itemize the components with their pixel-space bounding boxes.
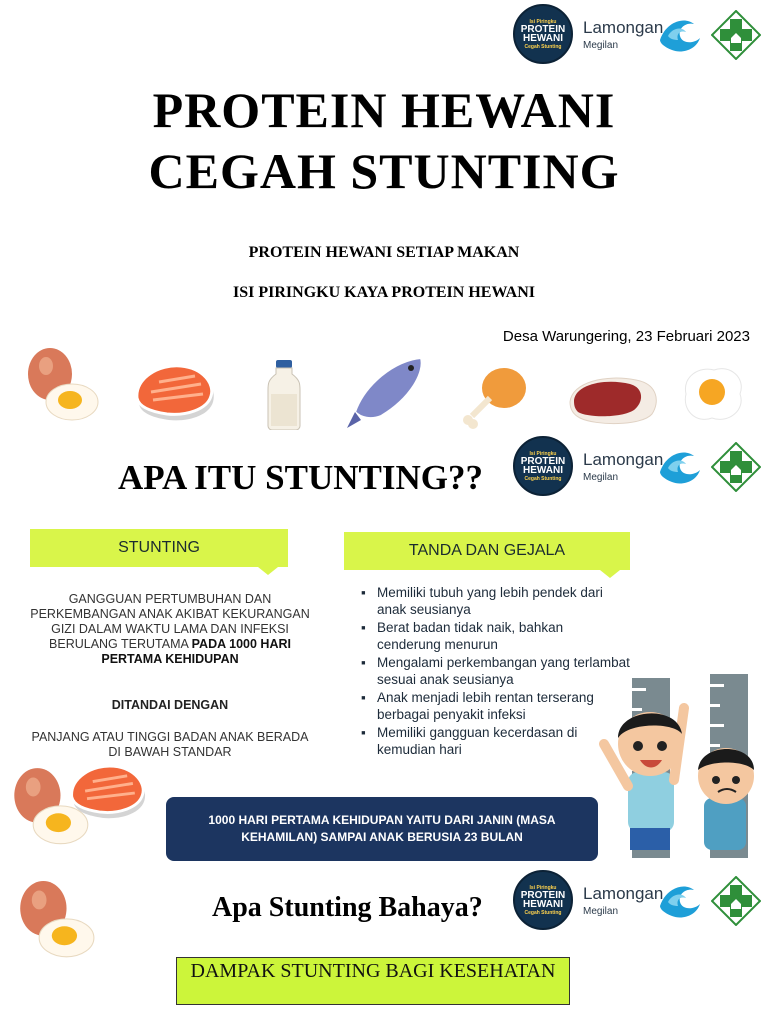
wave-logo-icon — [656, 876, 704, 924]
megilan-logo-text: Megilan — [583, 906, 619, 917]
protein-hewani-badge-logo: Isi Piringku PROTEIN HEWANI Cegah Stunting — [513, 870, 573, 930]
fish-icon — [345, 354, 431, 430]
lamongan-logo-text: Lamongan — [583, 450, 664, 469]
megilan-logo-text: Megilan — [583, 40, 619, 51]
red-meat-icon — [566, 372, 662, 426]
list-item: ▪ Anak menjadi lebih rentan terserang berbagai penyakit infeksi — [361, 690, 594, 722]
section-heading-apa-itu-stunting: APA ITU STUNTING?? — [118, 458, 483, 497]
bullet-icon: ▪ — [361, 620, 366, 635]
protein-hewani-badge-logo: Isi Piringku PROTEIN HEWANI Cegah Stunting — [513, 436, 573, 496]
wave-logo-icon — [656, 10, 704, 58]
subtitle-protein-setiap-makan: PROTEIN HEWANI SETIAP MAKAN — [248, 244, 520, 261]
children-height-illustration — [588, 668, 768, 860]
salmon-steak-icon — [131, 362, 221, 426]
dampak-stunting-box: DAMPAK STUNTING BAGI KESEHATAN — [176, 957, 570, 1005]
logo-group-bottom — [513, 870, 763, 934]
bullet-icon: ▪ — [361, 690, 366, 705]
banner-tail — [258, 567, 278, 575]
list-item: ▪ Berat badan tidak naik, bahkan cenderung menurun — [361, 620, 564, 652]
dateline: Desa Warungering, 23 Februari 2023 — [502, 328, 750, 345]
lamongan-logo-text: Lamongan — [583, 18, 664, 37]
bullet-icon: ▪ — [361, 585, 366, 600]
first-1000-days-box: 1000 HARI PERTAMA KEHIDUPAN YAITU DARI JANIN (MASA KEHAMILAN) SAMPAI ANAK BERUSIA 23 BULAN — [166, 797, 598, 861]
ditandai-dengan-text: PANJANG ATAU TINGGI BADAN ANAK BERADA DI BAWAH STANDAR — [31, 730, 309, 759]
egg-icon — [24, 346, 100, 426]
list-item: ▪ Mengalami perkembangan yang terlambat sesuai anak seusianya — [361, 655, 630, 687]
wave-logo-icon — [656, 442, 704, 490]
logo-group-middle — [513, 436, 763, 500]
subtitle-isi-piringku: ISI PIRINGKU KAYA PROTEIN HEWANI — [233, 284, 535, 301]
stunting-definition: GANGGUAN PERTUMBUHAN DAN PERKEMBANGAN ANAK AKIBAT KEKURANGAN GIZI DALAM WAKTU LAMA DAN INFEKSI BERULANG TERUTAMA PADA 1000 HARI PERTAMA KEHIDUPAN — [30, 592, 310, 666]
health-cross-logo-icon — [711, 10, 761, 60]
list-item: ▪ Memiliki gangguan kecerdasan di kemudian hari — [361, 725, 578, 757]
bullet-icon: ▪ — [361, 655, 366, 670]
stunting-banner: STUNTING — [30, 529, 288, 567]
health-cross-logo-icon — [711, 442, 761, 492]
salmon-steak-icon — [66, 762, 152, 824]
protein-hewani-badge-logo: Isi Piringku PROTEIN HEWANI Cegah Stunting — [513, 4, 573, 64]
logo-group-top — [513, 4, 763, 68]
chicken-drumstick-icon — [462, 364, 528, 430]
egg-icon — [16, 878, 96, 964]
milk-bottle-icon — [266, 360, 302, 430]
lamongan-logo-text: Lamongan — [583, 884, 664, 903]
list-item: ▪ Memiliki tubuh yang lebih pendek dari anak seusianya — [361, 585, 603, 617]
page-title-line2: CEGAH STUNTING — [148, 143, 620, 199]
bullet-icon: ▪ — [361, 725, 366, 740]
banner-tail — [600, 570, 620, 578]
tanda-gejala-banner: TANDA DAN GEJALA — [344, 532, 630, 570]
megilan-logo-text: Megilan — [583, 472, 619, 483]
section-heading-apa-stunting-bahaya: Apa Stunting Bahaya? — [212, 892, 483, 923]
fried-egg-icon — [680, 364, 746, 424]
page-title-line1: PROTEIN HEWANI — [152, 82, 616, 138]
health-cross-logo-icon — [711, 876, 761, 926]
ditandai-dengan-label: DITANDAI DENGAN — [111, 698, 229, 712]
